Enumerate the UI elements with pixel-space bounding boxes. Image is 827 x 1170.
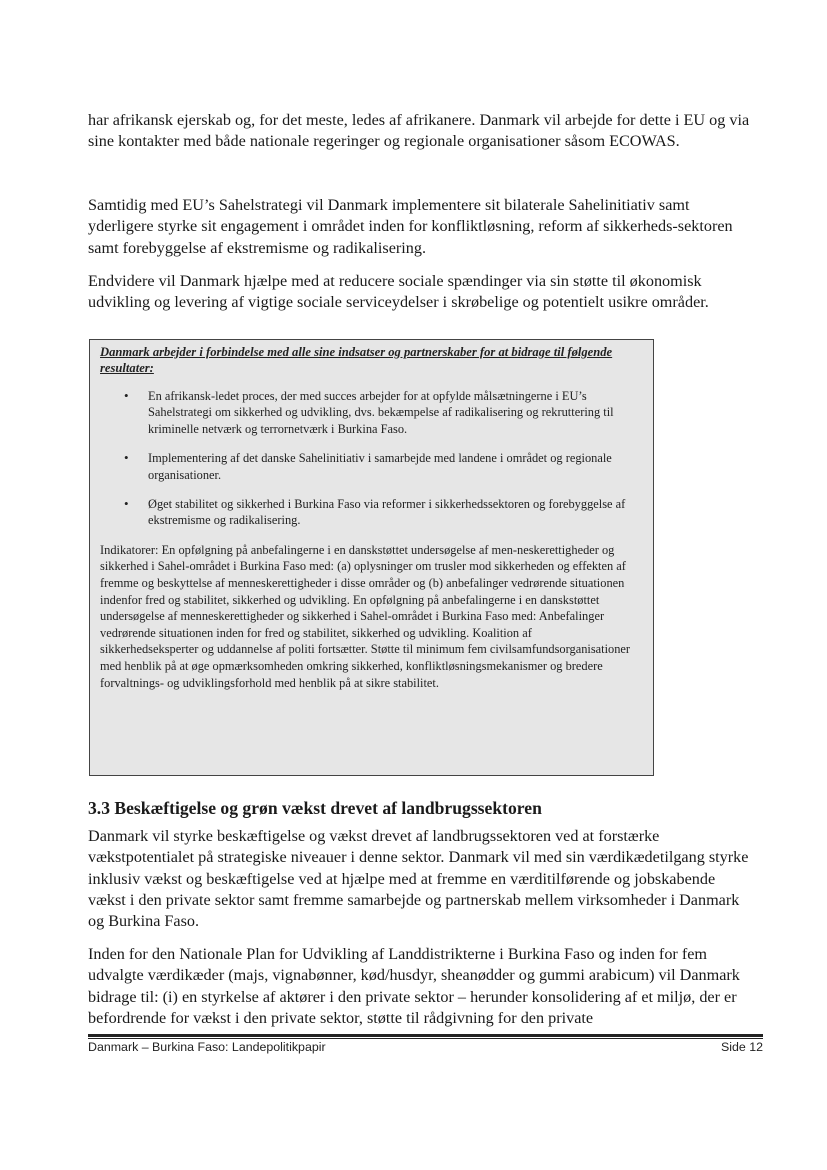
bullet-icon: • <box>124 388 129 403</box>
results-box <box>89 339 654 776</box>
list-item-text: Øget stabilitet og sikkerhed i Burkina Faso via reformer i sikkerhedssektoren og forebyggelse af ekstremisme og radikalisering. <box>148 497 626 528</box>
list-item <box>100 388 643 437</box>
paragraph-3: Endvidere vil Danmark hjælpe med at reducere sociale spændinger via sin støtte til økonomisk udvikling og levering af vigtige sociale serviceydelser i skrøbelige og potentielt usikre områder. <box>88 272 709 312</box>
footer-divider <box>88 1034 763 1037</box>
indicators-text: Indikatorer: En opfølgning på anbefalingerne i en danskstøttet undersøgelse af men-neskerettigheder og sikkerhed i Sahel-området i Burkina Faso med: (a) oplysninger om trusler mod sikkerheden og effekten af fremme og beskyttelse af menneskerettigheder i disse områder og (b) anbefalinger vedrørende situationen indenfor fred og stabilitet, sikkerhed og udvikling. En opfølgning på anbefalingerne i en danskstøttet undersøgelse af menneskerettigheder og sikkerhed i Sahel-området i Burkina Faso med: Anbefalinger vedrørende situationen inden for fred og stabilitet, sikkerhed og udvikling. Koalition af sikkerhedseksperter og uddannelse af politi fortsætter. Støtte til minimum fem civilsamfundsorganisationer med henblik på at øge opmærksomheden omkring sikkerhed, konfliktløsningsmekanismer og bredere forvaltnings- og udviklingsforhold med henblik på at sikre stabilitet. <box>100 542 631 690</box>
list-item <box>100 450 643 483</box>
paragraph-4: Danmark vil styrke beskæftigelse og vækst drevet af landbrugssektoren ved at forstærke vækstpotentialet på strategiske niveauer i denne sektor. Danmark vil med sin værdikædetilgang styrke inklusiv vækst og beskæftigelse ved at hjælpe med at fremme en værditilførende og jobskabende vækst i den private sektor samt fremme samarbejde og partnerskab mellem virksomheder i Danmark og Burkina Faso. <box>88 827 749 931</box>
bullet-icon: • <box>124 450 129 466</box>
footer-divider-thin <box>88 1038 763 1039</box>
bullet-icon: • <box>124 496 129 512</box>
list-item-text: En afrikansk-ledet proces, der med succes arbejder for at opfylde målsætningerne i EU’s Sahelstrategi om sikkerhed og udvikling, dvs. bekæmpelse af radikalisering og rekruttering til kriminelle netværk og terrornetværk i Burkina Faso. <box>148 389 614 436</box>
footer-document-title: Danmark – Burkina Faso: Landepolitikpapir <box>88 1040 326 1054</box>
paragraph-2: Samtidig med EU’s Sahelstrategi vil Danmark implementere sit bilaterale Sahelinitiativ samt yderligere styrke sit engagement i området inden for konfliktløsning, reform af sikkerheds-sektoren samt forebyggelse af ekstremisme og radikalisering. <box>88 196 733 257</box>
results-list <box>100 388 643 529</box>
page-number: Side 12 <box>720 1040 763 1054</box>
results-box-title: Danmark arbejder i forbindelse med alle sine indsatser og partnerskaber for at bidrage til følgende resultater: <box>100 345 613 375</box>
paragraph-5: Inden for den Nationale Plan for Udvikling af Landdistrikterne i Burkina Faso og inden for fem udvalgte værdikæder (majs, vignabønner, kød/husdyr, sheanødder og gummi arabicum) vil Danmark bidrage til: (i) en styrkelse af aktører i den private sektor – herunder konsolidering af et miljø, der er befordrende for vækst i den private sektor, støtte til rådgivning for den private <box>88 945 740 1027</box>
list-item-text: Implementering af det danske Sahelinitiativ i samarbejde med landene i området og regionale organisationer. <box>148 451 612 482</box>
paragraph-1: har afrikansk ejerskab og, for det meste, ledes af afrikanere. Danmark vil arbejde for dette i EU og via sine kontakter med både nationale regeringer og regionale organisationer såsom ECOWAS. <box>88 111 750 151</box>
section-heading: 3.3 Beskæftigelse og grøn vækst drevet af landbrugssektoren <box>88 798 542 818</box>
list-item <box>100 496 643 529</box>
